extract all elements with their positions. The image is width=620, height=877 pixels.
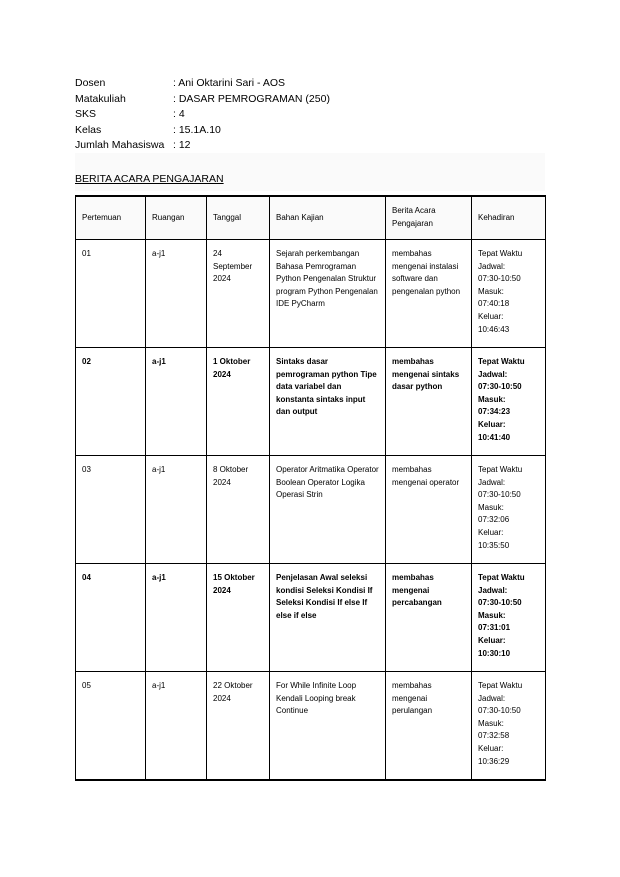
table-header-row [76, 196, 546, 240]
header-ruangan: Ruangan [146, 196, 207, 240]
header-berita-acara: Berita Acara Pengajaran [386, 196, 472, 240]
header-tanggal: Tanggal [207, 196, 270, 240]
cell-berita-acara: membahas mengenai sintaks dasar python [386, 348, 472, 456]
info-value: : DASAR PEMROGRAMAN (250) [173, 92, 330, 105]
cell-tanggal: 24 September 2024 [207, 240, 270, 348]
header-pertemuan: Pertemuan [76, 196, 146, 240]
table-row [76, 564, 546, 672]
cell-pertemuan: 03 [76, 456, 146, 564]
cell-bahan-kajian: Sintaks dasar pemrograman python Tipe data variabel dan konstanta sintaks input dan output [270, 348, 386, 456]
cell-bahan-kajian: Sejarah perkembangan Bahasa Pemrograman Python Pengenalan Struktur program Python Pengenalan IDE PyCharm [270, 240, 386, 348]
header-bahan-kajian: Bahan Kajian [270, 196, 386, 240]
cell-ruangan: a-j1 [146, 240, 207, 348]
course-info [75, 76, 330, 154]
cell-ruangan: a-j1 [146, 456, 207, 564]
info-value: : Ani Oktarini Sari - AOS [173, 77, 286, 89]
cell-berita-acara: membahas mengenai operator [386, 456, 472, 564]
cell-tanggal: 8 Oktober 2024 [207, 456, 270, 564]
cell-kehadiran: Tepat Waktu Jadwal: 07:30-10:50 Masuk: 07:32:58 Keluar: 10:36:29 [472, 672, 546, 781]
cell-berita-acara: membahas mengenai perulangan [386, 672, 472, 781]
header-kehadiran: Kehadiran [472, 196, 546, 240]
section-title: BERITA ACARA PENGAJARAN [75, 173, 224, 185]
cell-kehadiran: Tepat Waktu Jadwal: 07:30-10:50 Masuk: 07:34:23 Keluar: 10:41:40 [472, 348, 546, 456]
cell-berita-acara: membahas mengenai percabangan [386, 564, 472, 672]
info-value: : 15.1A.10 [173, 123, 221, 136]
info-label: Dosen [75, 77, 106, 89]
cell-kehadiran: Tepat Waktu Jadwal: 07:30-10:50 Masuk: 07:32:06 Keluar: 10:35:50 [472, 456, 546, 564]
info-label: Kelas [75, 123, 102, 136]
info-value: : 4 [173, 108, 185, 120]
info-label: SKS [75, 108, 97, 120]
cell-ruangan: a-j1 [146, 348, 207, 456]
info-row-sks [75, 107, 330, 123]
table-row [76, 456, 546, 564]
info-row-matakuliah [75, 92, 330, 108]
cell-bahan-kajian: Penjelasan Awal seleksi kondisi Seleksi Kondisi If Seleksi Kondisi If else If else if else [270, 564, 386, 672]
cell-tanggal: 1 Oktober 2024 [207, 348, 270, 456]
title-band [75, 153, 545, 191]
berita-acara-table [75, 195, 546, 781]
table-row [76, 348, 546, 456]
cell-pertemuan: 05 [76, 672, 146, 781]
info-row-jumlah-mahasiswa [75, 138, 330, 154]
cell-tanggal: 22 Oktober 2024 [207, 672, 270, 781]
info-row-kelas [75, 123, 330, 139]
cell-ruangan: a-j1 [146, 564, 207, 672]
cell-pertemuan: 01 [76, 240, 146, 348]
cell-kehadiran: Tepat Waktu Jadwal: 07:30-10:50 Masuk: 07:31:01 Keluar: 10:30:10 [472, 564, 546, 672]
cell-berita-acara: membahas mengenai instalasi software dan pengenalan python [386, 240, 472, 348]
cell-pertemuan: 02 [76, 348, 146, 456]
table-row [76, 672, 546, 781]
info-value: : 12 [173, 139, 191, 151]
cell-tanggal: 15 Oktober 2024 [207, 564, 270, 672]
cell-bahan-kajian: Operator Aritmatika Operator Boolean Operator Logika Operasi Strin [270, 456, 386, 564]
info-row-dosen [75, 76, 330, 92]
cell-bahan-kajian: For While Infinite Loop Kendali Looping break Continue [270, 672, 386, 781]
cell-ruangan: a-j1 [146, 672, 207, 781]
info-label: Matakuliah [75, 92, 126, 105]
cell-kehadiran: Tepat Waktu Jadwal: 07:30-10:50 Masuk: 07:40:18 Keluar: 10:46:43 [472, 240, 546, 348]
cell-pertemuan: 04 [76, 564, 146, 672]
table-row [76, 240, 546, 348]
info-label: Jumlah Mahasiswa [75, 139, 165, 151]
